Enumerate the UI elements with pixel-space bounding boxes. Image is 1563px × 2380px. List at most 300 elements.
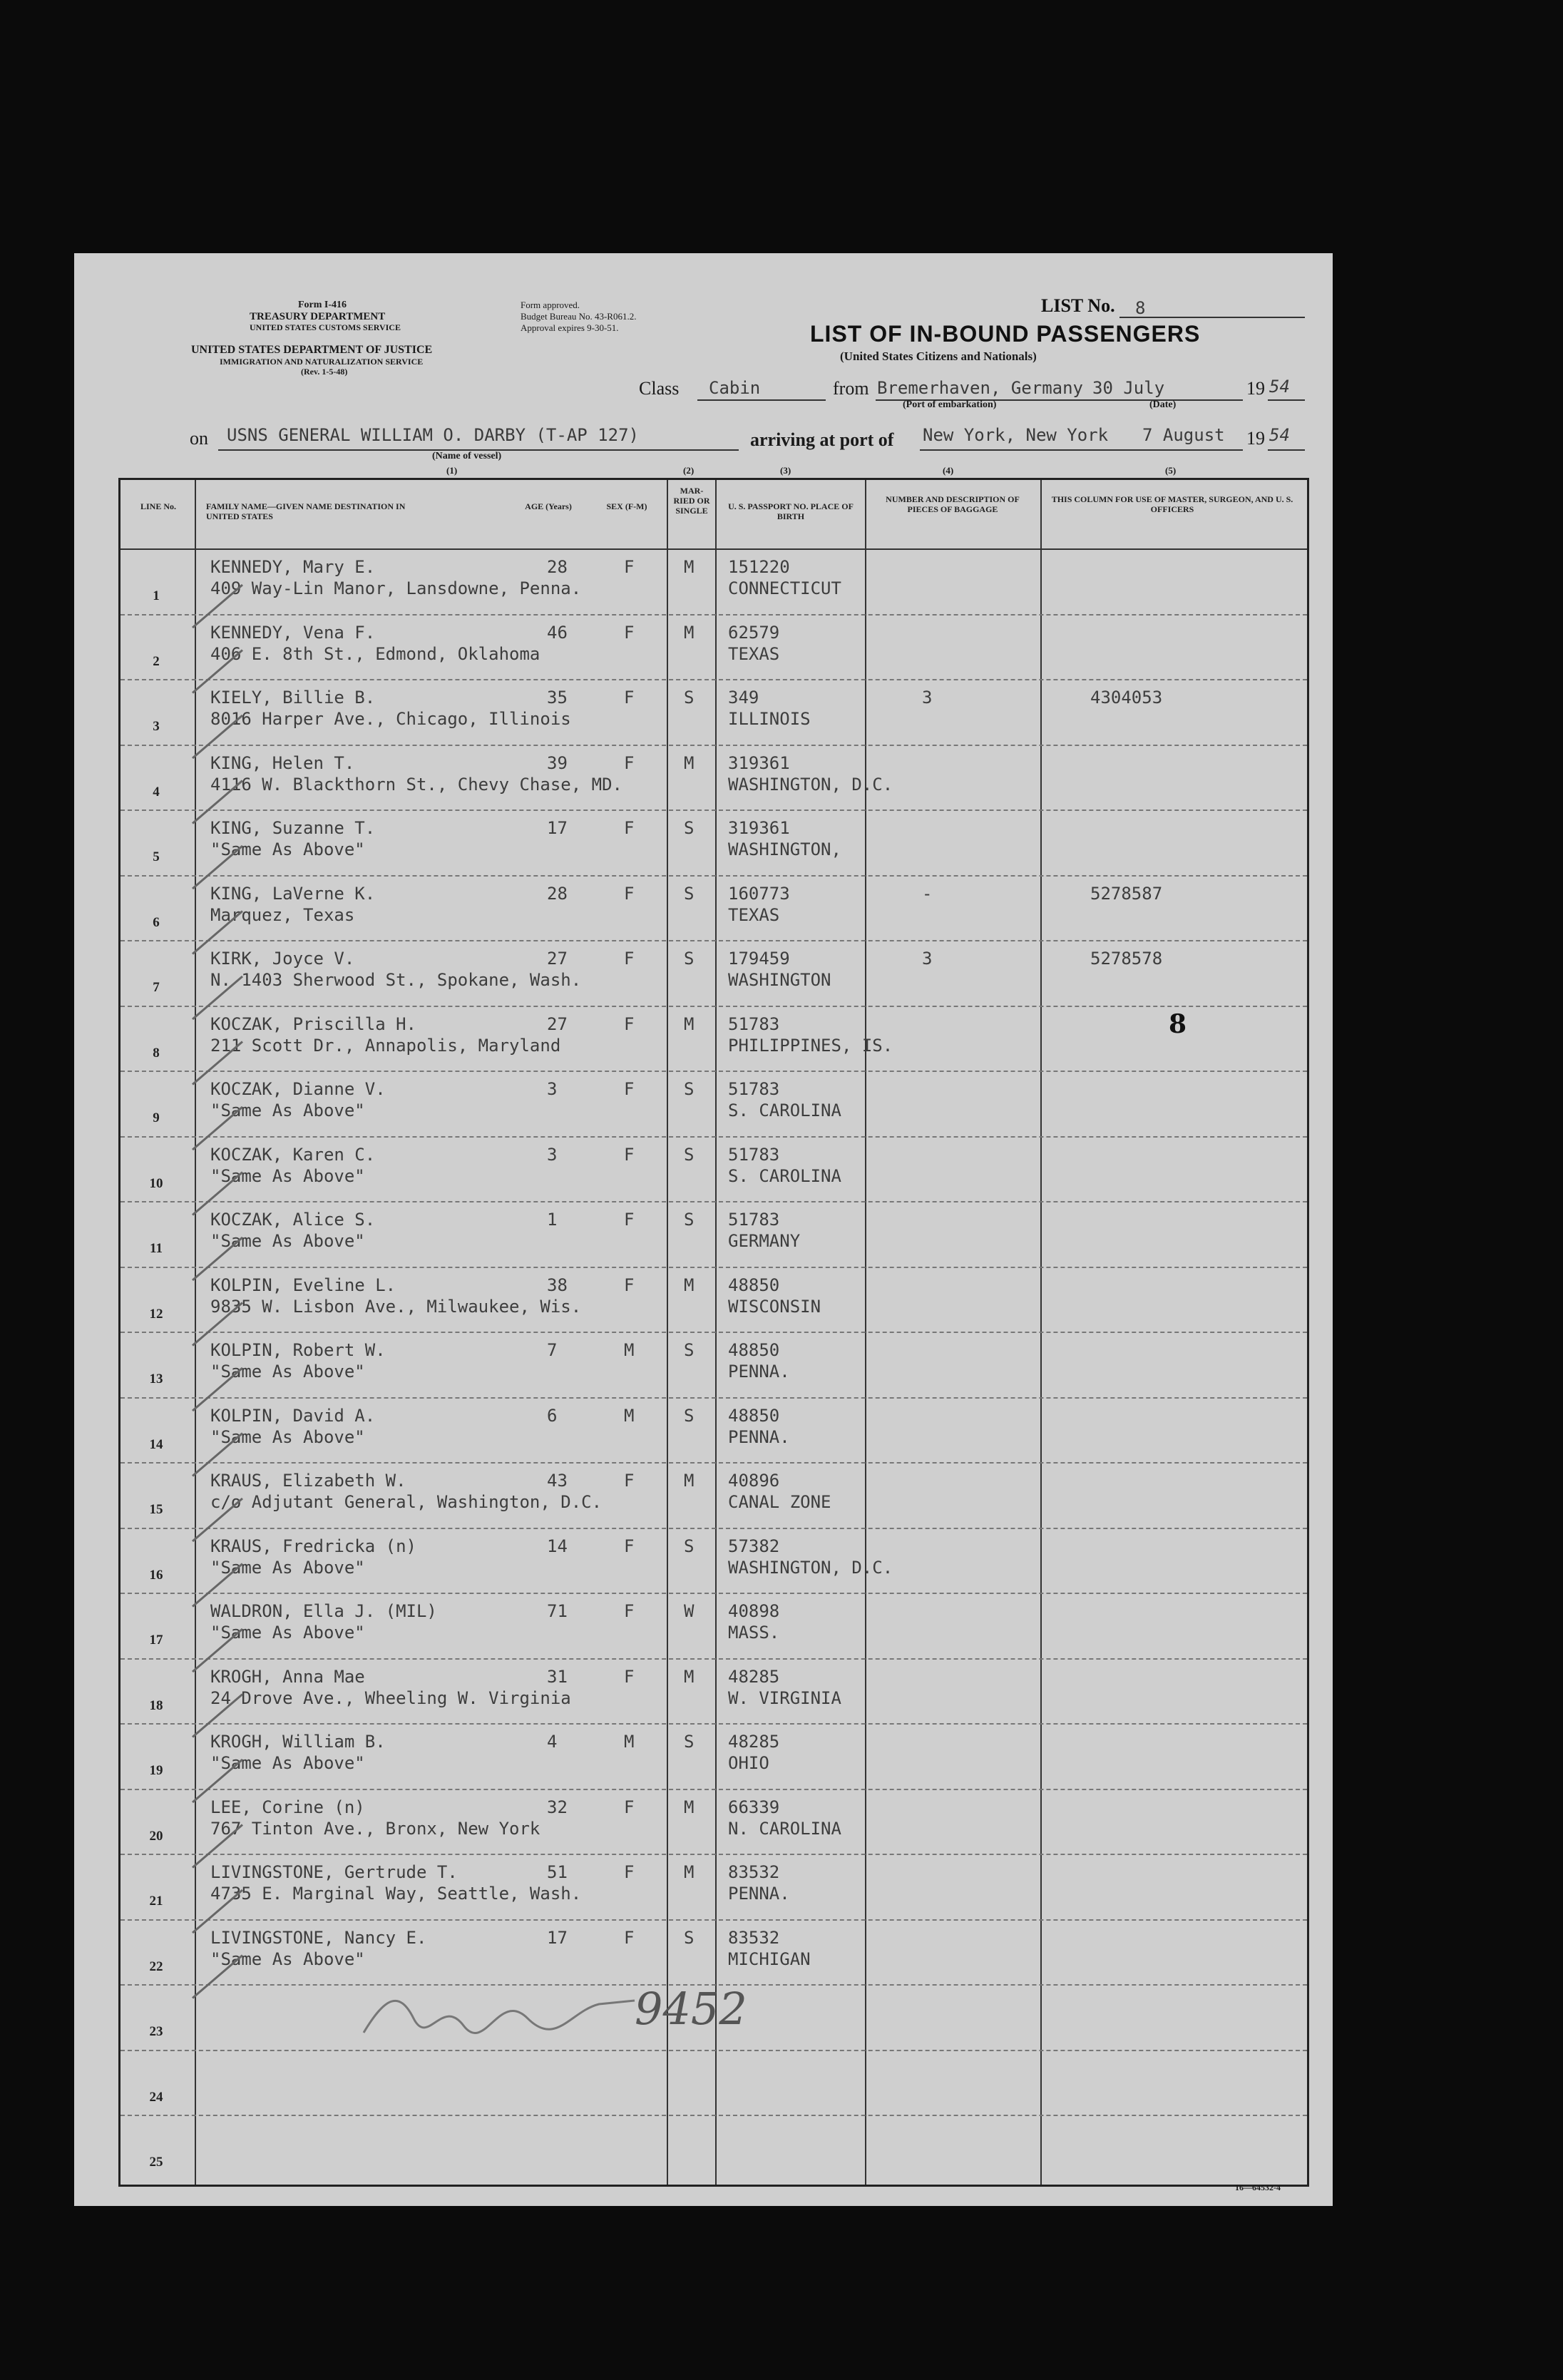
check-mark [193,1825,242,1868]
table-row [121,1919,1307,1985]
place-of-birth: PHILIPPINES, IS. [728,1035,893,1056]
passenger-age: 17 [547,818,568,838]
from-year-prefix: 19 [1246,378,1265,399]
row-divider [121,1332,1307,1333]
line-number: 3 [153,719,160,734]
row-divider [121,1789,1307,1790]
from-year-line [1268,399,1305,401]
check-mark [193,1107,242,1150]
col-marker-1: (1) [446,465,458,476]
row-divider [121,1854,1307,1855]
col-marker-4: (4) [943,465,954,476]
arriving-label: arriving at port of [750,429,894,450]
line-number: 24 [149,2089,163,2105]
check-mark [193,911,242,954]
row-divider [121,809,1307,811]
passenger-marital-status: M [684,1013,695,1034]
passenger-destination: 767 Tinton Ave., Bronx, New York [210,1818,540,1839]
passport-number: 66339 [728,1797,780,1817]
place-of-birth: CANAL ZONE [728,1492,831,1512]
passport-number: 40898 [728,1601,780,1621]
line-number: 15 [149,1502,163,1517]
arrival-year-line [1268,449,1305,451]
form-number: Form I-416 [298,300,347,310]
passenger-destination: 24 Drove Ave., Wheeling W. Virginia [210,1687,571,1708]
table-row [121,875,1307,941]
line-number: 10 [149,1175,163,1191]
passenger-destination: 406 E. 8th St., Edmond, Oklahoma [210,643,540,664]
line-number: 16 [149,1567,163,1583]
passport-number: 83532 [728,1927,780,1948]
passport-number: 48285 [728,1732,780,1752]
passenger-sex: M [624,1732,635,1752]
form-rev: (Rev. 1-5-48) [301,367,348,377]
passenger-name: KOLPIN, Eveline L. [210,1275,396,1295]
row-divider [121,1397,1307,1399]
check-mark [193,1042,242,1085]
line-number: 18 [149,1697,163,1713]
passenger-sex: F [624,1079,635,1099]
handwritten-scribble [357,1968,642,2054]
passenger-name: KING, Suzanne T. [210,818,376,838]
document-subtitle: (United States Citizens and Nationals) [840,349,1037,363]
passenger-age: 35 [547,688,568,708]
passenger-name: KOCZAK, Priscilla H. [210,1013,416,1034]
passport-number: 62579 [728,622,780,643]
passenger-destination: "Same As Above" [210,1100,365,1120]
line-number: 9 [153,1110,160,1125]
check-mark [193,1890,242,1933]
row-divider [121,2115,1307,2116]
passenger-name: KRAUS, Fredricka (n) [210,1536,416,1556]
passport-number: 51783 [728,1013,780,1034]
table-row [121,679,1307,745]
line-number: 4 [153,784,160,800]
table-row [121,1593,1307,1658]
line-number: 17 [149,1633,163,1648]
row-divider [121,1267,1307,1268]
place-of-birth: MASS. [728,1623,780,1643]
passenger-sex: F [624,622,635,643]
passenger-destination: 211 Scott Dr., Annapolis, Maryland [210,1035,561,1056]
check-mark [193,1695,242,1737]
place-of-birth: WASHINGTON [728,970,831,990]
passenger-sex: F [624,818,635,838]
passenger-age: 39 [547,752,568,773]
passenger-marital-status: S [684,1405,695,1426]
passenger-name: KING, Helen T. [210,752,355,773]
passenger-destination: 9835 W. Lisbon Ave., Milwaukee, Wis. [210,1296,582,1317]
passenger-age: 3 [547,1144,558,1165]
check-mark [193,1237,242,1280]
passenger-name: KIELY, Billie B. [210,688,376,708]
place-of-birth: N. CAROLINA [728,1818,841,1839]
passport-number: 57382 [728,1536,780,1556]
passenger-sex: F [624,1275,635,1295]
line-number: 12 [149,1306,163,1322]
passenger-destination: c/o Adjutant General, Washington, D.C. [210,1492,603,1512]
passenger-marital-status: S [684,1079,695,1099]
budget-bureau: Budget Bureau No. 43-R061.2. [521,311,637,322]
passenger-age: 1 [547,1210,558,1230]
passenger-destination: "Same As Above" [210,1949,365,1969]
footer-code: 16—64532-4 [1235,2182,1281,2192]
passenger-sex: F [624,557,635,577]
place-of-birth: GERMANY [728,1231,801,1251]
passenger-age: 7 [547,1340,558,1360]
row-divider [121,1201,1307,1202]
passenger-marital-status: M [684,1666,695,1687]
line-number: 1 [153,588,160,603]
table-row [121,1332,1307,1397]
check-marks [178,556,292,2125]
passenger-name: LIVINGSTONE, Gertrude T. [210,1862,458,1882]
passport-number: 160773 [728,883,790,904]
officer-entry: 4304053 [1090,688,1163,708]
passenger-marital-status: M [684,1862,695,1882]
line-number: 25 [149,2155,163,2170]
passenger-destination: "Same As Above" [210,1426,365,1447]
embarkation-date: 30 July [1092,378,1165,398]
row-divider [121,1919,1307,1921]
passenger-marital-status: S [684,1927,695,1948]
table-row [121,940,1307,1006]
passenger-age: 14 [547,1536,568,1556]
passenger-name: LEE, Corine (n) [210,1797,365,1817]
col-header-married: MAR- RIED OR SINGLE [673,486,710,516]
list-no-line [1119,317,1305,318]
passenger-destination: "Same As Above" [210,1165,365,1186]
baggage-count: 3 [922,688,933,708]
passenger-sex: M [624,1405,635,1426]
officer-entry: 5278587 [1090,883,1163,904]
passport-number: 83532 [728,1862,780,1882]
place-of-birth: W. VIRGINIA [728,1687,841,1708]
passenger-sex: F [624,949,635,969]
passport-number: 48850 [728,1340,780,1360]
passenger-sex: M [624,1340,635,1360]
row-divider [121,1723,1307,1725]
passenger-age: 43 [547,1471,568,1491]
row-divider [121,1071,1307,1072]
arrival-year-prefix: 19 [1246,428,1265,449]
row-divider [121,940,1307,941]
passenger-marital-status: S [684,1732,695,1752]
place-of-birth: WISCONSIN [728,1296,821,1317]
passenger-destination: 8016 Harper Ave., Chicago, Illinois [210,709,571,729]
line-number: 19 [149,1763,163,1778]
passenger-name: KENNEDY, Vena F. [210,622,376,643]
row-divider [121,1462,1307,1464]
passenger-name: KROGH, Anna Mae [210,1666,365,1687]
table-row [121,1789,1307,1854]
table-row [121,1658,1307,1724]
place-of-birth: PENNA. [728,1362,790,1381]
table-row [121,745,1307,810]
passenger-sex: F [624,1210,635,1230]
arrival-port: New York, New York [923,425,1109,445]
passenger-marital-status: M [684,622,695,643]
passenger-sex: F [624,752,635,773]
col-header-line-no: LINE No. [140,501,176,511]
table-row [121,1854,1307,1919]
check-mark [193,650,242,693]
document-title: LIST OF IN-BOUND PASSENGERS [810,321,1201,347]
passenger-sex: F [624,883,635,904]
table-row [121,1528,1307,1593]
passenger-age: 28 [547,883,568,904]
passenger-destination: 4116 W. Blackthorn St., Chevy Chase, MD. [210,774,622,795]
from-label: from [833,378,869,399]
passenger-marital-status: W [684,1601,695,1621]
place-of-birth: OHIO [728,1753,769,1773]
passenger-sex: F [624,1666,635,1687]
passenger-sex: F [624,1144,635,1165]
place-of-birth: S. CAROLINA [728,1165,841,1186]
passenger-destination: "Same As Above" [210,1557,365,1578]
passenger-age: 3 [547,1079,558,1099]
passport-number: 51783 [728,1079,780,1099]
line-number: 6 [153,914,160,930]
passenger-age: 28 [547,557,568,577]
handwritten-note: 9452 [635,1983,747,2035]
place-of-birth: CONNECTICUT [728,578,841,598]
officer-entry: 5278578 [1090,949,1163,969]
line-number: 2 [153,653,160,669]
check-mark [193,1173,242,1215]
vessel-name: USNS GENERAL WILLIAM O. DARBY (T-AP 127) [227,425,639,445]
passenger-name: WALDRON, Ella J. (MIL) [210,1601,437,1621]
passenger-name: KIRK, Joyce V. [210,949,355,969]
passport-number: 48285 [728,1666,780,1687]
baggage-count: 3 [922,949,933,969]
check-mark [193,846,242,889]
table-row [121,1136,1307,1202]
passenger-marital-status: M [684,1275,695,1295]
table-row [121,809,1307,875]
ins-service: IMMIGRATION AND NATURALIZATION SERVICE [220,357,424,367]
passenger-sex: F [624,1536,635,1556]
passenger-age: 32 [547,1797,568,1817]
passport-number: 51783 [728,1144,780,1165]
line-number: 22 [149,1958,163,1974]
passenger-sex: F [624,1601,635,1621]
col-header-officers: THIS COLUMN FOR USE OF MASTER, SURGEON, AND U. S. OFFICERS [1051,494,1293,514]
passport-number: 151220 [728,557,790,577]
port-embark-caption: (Port of embarkation) [903,399,997,410]
line-number: 8 [153,1045,160,1061]
passenger-destination: Marquez, Texas [210,904,355,925]
passenger-name: KOLPIN, Robert W. [210,1340,386,1360]
row-divider [121,1593,1307,1594]
check-mark [193,585,242,628]
list-no-label: LIST No. [1041,295,1115,316]
table-row [121,1201,1307,1267]
place-of-birth: MICHIGAN [728,1949,811,1969]
place-of-birth: TEXAS [728,904,780,925]
passenger-destination: N. 1403 Sherwood St., Spokane, Wash. [210,970,582,990]
passenger-sex: F [624,1797,635,1817]
passport-number: 319361 [728,752,790,773]
passenger-name: KOCZAK, Alice S. [210,1210,376,1230]
row-divider [121,745,1307,746]
passenger-marital-status: S [684,1536,695,1556]
col-header-passport: U. S. PASSPORT NO. PLACE OF BIRTH [728,501,854,521]
passenger-destination: 409 Way-Lin Manor, Lansdowne, Penna. [210,578,582,598]
row-divider [121,2050,1307,2051]
passenger-age: 51 [547,1862,568,1882]
passenger-name: KENNEDY, Mary E. [210,557,376,577]
passenger-name: KRAUS, Elizabeth W. [210,1471,406,1491]
passenger-age: 46 [547,622,568,643]
check-mark [193,1956,242,1998]
check-mark [193,1434,242,1476]
passport-number: 349 [728,688,759,708]
row-divider [121,1658,1307,1660]
line-number: 14 [149,1436,163,1452]
passenger-marital-status: S [684,1144,695,1165]
justice-dept: UNITED STATES DEPARTMENT OF JUSTICE [191,344,433,356]
check-mark [193,715,242,758]
passenger-age: 27 [547,1013,568,1034]
approval-expires: Approval expires 9-30-51. [521,322,619,333]
table-row [121,1397,1307,1463]
check-mark [193,976,242,1019]
passenger-sex: F [624,1471,635,1491]
passenger-marital-status: M [684,1471,695,1491]
class-line [697,399,826,401]
col-marker-5: (5) [1165,465,1177,476]
passenger-marital-status: S [684,949,695,969]
vessel-caption: (Name of vessel) [432,451,502,461]
check-mark [193,1368,242,1411]
check-mark [193,1629,242,1672]
passenger-age: 31 [547,1666,568,1687]
date-caption: (Date) [1149,399,1177,410]
place-of-birth: WASHINGTON, [728,839,841,859]
passenger-destination: 4735 E. Marginal Way, Seattle, Wash. [210,1884,582,1904]
place-of-birth: PENNA. [728,1426,790,1447]
col-header-name: FAMILY NAME—GIVEN NAME DESTINATION IN UNITED STATES [206,501,406,521]
form-approved: Form approved. [521,300,580,310]
class-label: Class [639,378,680,399]
table-row [121,2050,1307,2115]
passenger-name: KOCZAK, Dianne V. [210,1079,386,1099]
table-row [121,1462,1307,1528]
passenger-destination: "Same As Above" [210,1231,365,1251]
passenger-destination: "Same As Above" [210,1362,365,1381]
table-row [121,548,1307,614]
from-year: 54 [1269,377,1290,397]
place-of-birth: WASHINGTON, D.C. [728,774,893,795]
place-of-birth: TEXAS [728,643,780,664]
passenger-table [118,478,1309,2187]
passenger-marital-status: S [684,1340,695,1360]
check-mark [193,1564,242,1607]
passenger-name: KOCZAK, Karen C. [210,1144,376,1165]
passport-number: 48850 [728,1275,780,1295]
check-mark [193,781,242,824]
row-divider [121,1006,1307,1007]
port-of-embarkation: Bremerhaven, Germany [877,378,1083,398]
on-label: on [190,428,208,449]
table-row [121,614,1307,680]
place-of-birth: PENNA. [728,1884,790,1904]
passenger-age: 17 [547,1927,568,1948]
check-mark [193,1498,242,1541]
passenger-name: KROGH, William B. [210,1732,386,1752]
passenger-destination: "Same As Above" [210,839,365,859]
row-divider [121,1528,1307,1529]
place-of-birth: ILLINOIS [728,709,811,729]
class-value: Cabin [709,378,761,398]
passenger-age: 27 [547,949,568,969]
passenger-sex: F [624,1862,635,1882]
check-mark [193,1760,242,1802]
table-row [121,1006,1307,1071]
line-number: 13 [149,1372,163,1386]
passenger-sex: F [624,688,635,708]
place-of-birth: S. CAROLINA [728,1100,841,1120]
row-divider [121,679,1307,680]
officer-entry: 8 [1169,1008,1187,1039]
table-row [121,1267,1307,1332]
passenger-name: LIVINGSTONE, Nancy E. [210,1927,427,1948]
arrival-line [920,449,1243,451]
line-number: 11 [150,1241,163,1256]
passenger-age: 6 [547,1405,558,1426]
col-marker-3: (3) [780,465,791,476]
line-number: 21 [149,1894,163,1909]
passenger-marital-status: S [684,818,695,838]
arrival-date: 7 August [1142,425,1225,445]
passenger-destination: "Same As Above" [210,1753,365,1773]
col-marker-2: (2) [683,465,695,476]
table-row [121,1723,1307,1789]
col-header-age: AGE (Years) [525,501,572,511]
passenger-marital-status: M [684,1797,695,1817]
passport-number: 319361 [728,818,790,838]
passenger-age: 38 [547,1275,568,1295]
passport-number: 51783 [728,1210,780,1230]
passenger-marital-status: S [684,883,695,904]
list-no-value: 8 [1135,298,1146,318]
passenger-destination: "Same As Above" [210,1623,365,1643]
arrival-year: 54 [1269,425,1290,445]
baggage-count: - [922,883,933,904]
treasury-dept: TREASURY DEPARTMENT [250,311,386,322]
row-divider [121,875,1307,877]
passport-number: 179459 [728,949,790,969]
col-header-sex: SEX (F-M) [606,501,647,511]
line-number: 7 [153,980,160,995]
passenger-marital-status: M [684,557,695,577]
check-mark [193,1303,242,1346]
line-number: 23 [149,2024,163,2039]
passenger-name: KING, LaVerne K. [210,883,376,904]
passenger-marital-status: S [684,688,695,708]
table-row [121,1071,1307,1136]
passenger-sex: F [624,1013,635,1034]
passenger-marital-status: M [684,752,695,773]
row-divider [121,1136,1307,1138]
line-number: 5 [153,849,160,864]
passenger-name: KOLPIN, David A. [210,1405,376,1426]
customs-service: UNITED STATES CUSTOMS SERVICE [250,322,401,332]
col-header-baggage: NUMBER AND DESCRIPTION OF PIECES OF BAGGAGE [886,494,1020,514]
place-of-birth: WASHINGTON, D.C. [728,1557,893,1578]
passport-number: 48850 [728,1405,780,1426]
